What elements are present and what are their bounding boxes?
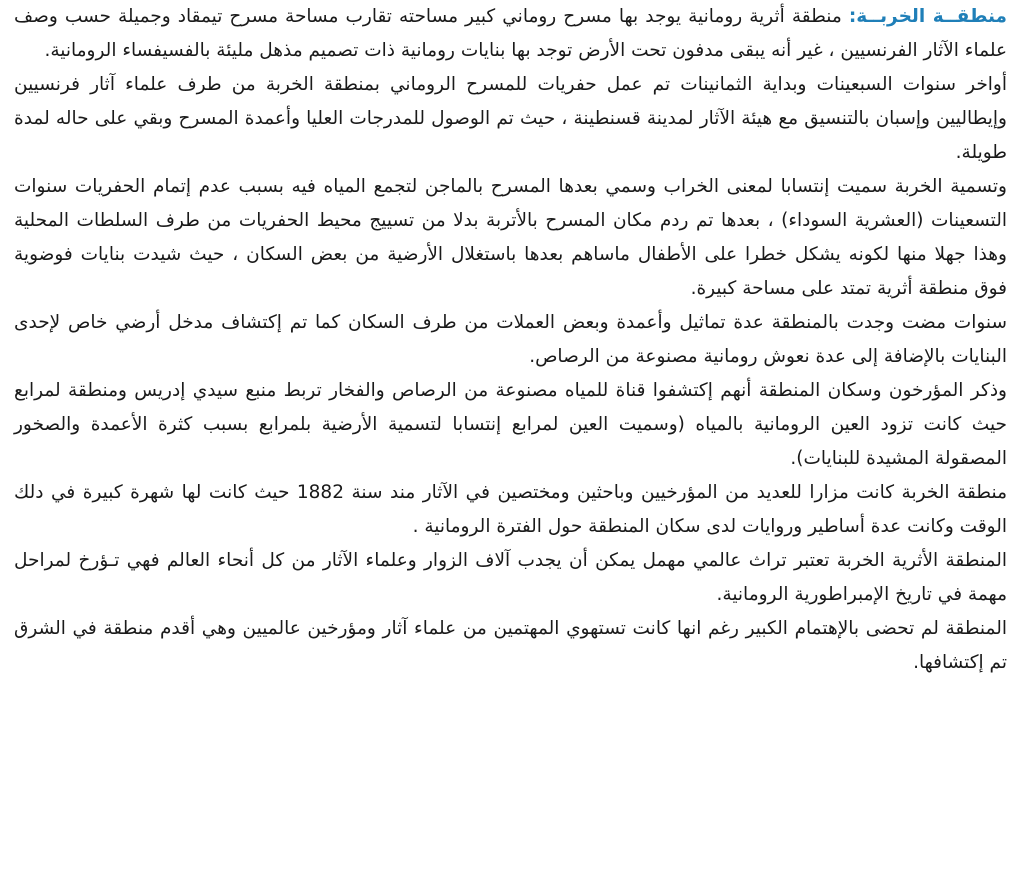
document-body [14,0,1007,680]
paragraph: المنطقة لم تحضى بالإهتمام الكبير رغم انها كانت تستهوي المهتمين من علماء آثار ومؤرخين عالميين وهي أقدم منطقة في الشرق تم إكتشافها. [14,618,1007,673]
paragraph: سنوات مضت وجدت بالمنطقة عدة تماثيل وأعمدة وبعض العملات من طرف السكان كما تم إكتشاف مدخل أرضي خاص لإحدى البنايات بالإضافة إلى عدة نعوش رومانية مصنوعة من الرصاص. [14,312,1007,367]
paragraph: أواخر سنوات السبعينات وبداية الثمانينات تم عمل حفريات للمسرح الروماني بمنطقة الخربة من طرف علماء آثار فرنسيين وإيطاليين وإسبان بالتنسيق مع هيئة الآثار لمدينة قسنطينة ، حيث تم الوصول للمدرجات العليا وأعمدة المسرح وبقي على حاله لمدة طويلة. [14,74,1007,163]
paragraph: المنطقة الأثرية الخربة تعتبر تراث عالمي مهمل يمكن أن يجدب آلاف الزوار وعلماء الآثار من كل أنحاء العالم فهي تـؤرخ لمراحل مهمة في تاريخ الإمبراطورية الرومانية. [14,550,1007,605]
paragraph: منطقة الخربة كانت مزارا للعديد من المؤرخيين وباحثين ومختصين في الآثار مند سنة 1882 حيث كانت لها شهرة كبيرة في دلك الوقت وكانت عدة أساطير وروايات لدى سكان المنطقة حول الفترة الرومانية . [14,482,1007,537]
paragraph-text: منطقة أثرية رومانية يوجد بها مسرح روماني كبير مساحته تقارب مساحة مسرح تيمقاد وجميلة حسب وصف علماء الآثار الفرنسيين ، غير أنه يبقى مدفون تحت الأرض توجد بها بنايات رومانية ذات تصميم مذهل مليئة بالفسيفساء الرومانية. [14,6,1007,61]
paragraph: وذكر المؤرخون وسكان المنطقة أنهم إكتشفوا قناة للمياه مصنوعة من الرصاص والفخار تربط منبع سيدي إدريس ومنطقة لمرابع حيث كانت تزود العين الرومانية بالمياه (وسميت العين لمرابع إنتسابا لتسمية الأرضية بلمرابع بسبب كثرة الأعمدة والصخور المصقولة المشيدة للبنايات). [14,380,1007,469]
paragraph-intro [14,0,1007,68]
paragraph: وتسمية الخربة سميت إنتسابا لمعنى الخراب وسمي بعدها المسرح بالماجن لتجمع المياه فيه بسبب عدم إتمام الحفريات سنوات التسعينات (العشرية السوداء) ، بعدها تم ردم مكان المسرح بالأتربة بدلا من تسييج محيط الحفريات من طرف السلطات المحلية وهذا جهلا منها لكونه يشكل خطرا على الأطفال ماساهم بعدها باستغلال الأرضية من بعض السكان ، حيث شيدت بنايات فوضوية فوق منطقة أثرية تمتد على مساحة كبيرة. [14,176,1007,299]
section-heading: منطقــة الخربــة: [848,6,1007,27]
